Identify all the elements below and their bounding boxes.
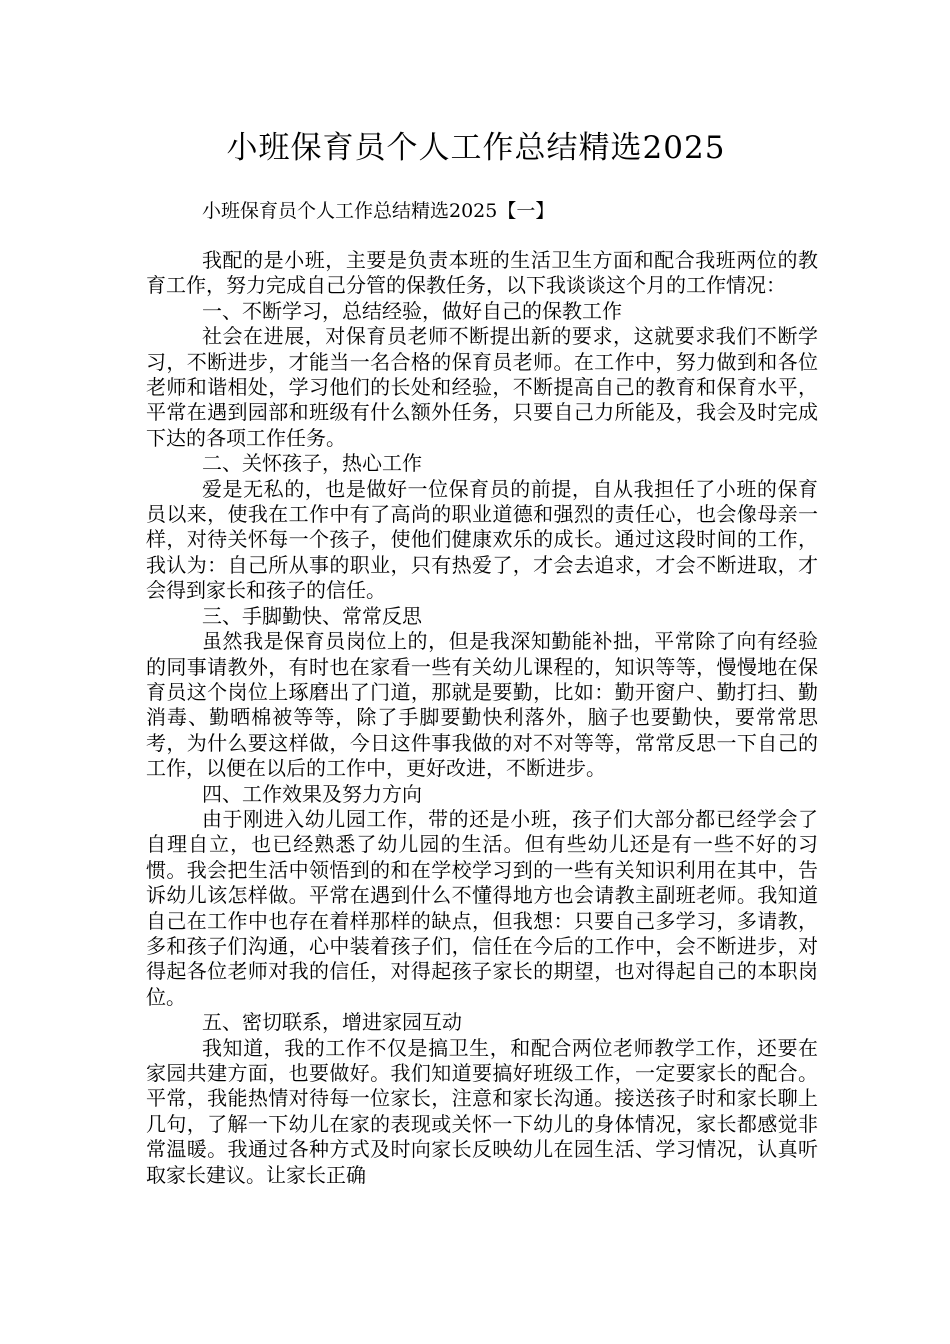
paragraph-2: 爱是无私的，也是做好一位保育员的前提，自从我担任了小班的保育员以来，使我在工作中有了高尚的职业道德和强烈的责任心，也会像母亲一样，对待关怀每一个孩子，使他们健康欢乐的成长。通过这段时间的工作，我认为：自己所从事的职业，只有热爱了，才会去追求，才会不断进取，才会得到家长和孩子的信任。	[146, 476, 818, 603]
paragraph-5: 我知道，我的工作不仅是搞卫生，和配合两位老师教学工作，还要在家园共建方面，也要做好。我们知道要搞好班级工作，一定要家长的配合。平常，我能热情对待每一位家长，注意和家长沟通。接送孩子时和家长聊上几句，了解一下幼儿在家的表现或关怀一下幼儿的身体情况，家长都感觉非常温暖。我通过各种方式及时向家长反映幼儿在园生活、学习情况，认真听取家长建议。让家长正确	[146, 1035, 818, 1187]
section-heading-4: 四、工作效果及努力方向	[202, 781, 422, 806]
paragraph-intro: 我配的是小班，主要是负责本班的生活卫生方面和配合我班两位的教育工作，努力完成自己分管的保教任务，以下我谈谈这个月的工作情况：	[146, 248, 818, 298]
paragraph-1: 社会在进展，对保育员老师不断提出新的要求，这就要求我们不断学习，不断进步，才能当一名合格的保育员老师。在工作中，努力做到和各位老师和谐相处，学习他们的长处和经验，不断提高自己的教育和保育水平，平常在遇到园部和班级有什么额外任务，只要自己力所能及，我会及时完成下达的各项工作任务。	[146, 324, 818, 450]
paragraph-3: 虽然我是保育员岗位上的，但是我深知勤能补拙，平常除了向有经验的同事请教外，有时也在家看一些有关幼儿课程的，知识等等，慢慢地在保育员这个岗位上琢磨出了门道，那就是要勤，比如：勤开窗户、勤打扫、勤消毒、勤晒棉被等等，除了手脚要勤快利落外，脑子也要勤快，要常常思考，为什么要这样做，今日这件事我做的对不对等等，常常反思一下自己的工作，以便在以后的工作中，更好改进，不断进步。	[146, 629, 818, 781]
paragraph-4: 由于刚进入幼儿园工作，带的还是小班，孩子们大部分都已经学会了自理自立，也已经熟悉了幼儿园的生活。但有些幼儿还是有一些不好的习惯。我会把生活中领悟到的和在学校学习到的一些有关知识利用在其中，告诉幼儿该怎样做。平常在遇到什么不懂得地方也会请教主副班老师。我知道自己在工作中也存在着样那样的缺点，但我想：只要自己多学习，多请教，多和孩子们沟通，心中装着孩子们，信任在今后的工作中，会不断进步，对得起各位老师对我的信任，对得起孩子家长的期望，也对得起自己的本职岗位。	[146, 806, 818, 1009]
document-body	[146, 248, 818, 1188]
section-heading-5: 五、密切联系，增进家园互动	[202, 1010, 462, 1035]
section-subtitle: 小班保育员个人工作总结精选2025【一】	[202, 200, 555, 222]
section-heading-2: 二、关怀孩子，热心工作	[202, 451, 422, 476]
section-heading-1: 一、不断学习，总结经验，做好自己的保教工作	[202, 298, 622, 323]
document-title: 小班保育员个人工作总结精选2025	[226, 130, 726, 166]
section-heading-3: 三、手脚勤快、常常反思	[202, 603, 422, 628]
